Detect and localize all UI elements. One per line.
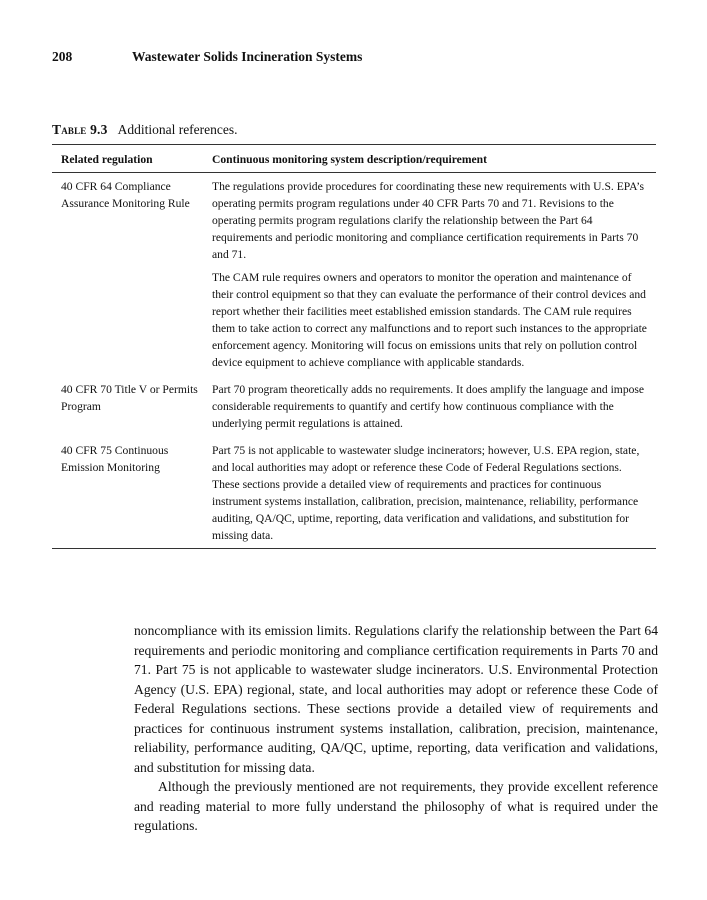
description-paragraph: Part 70 program theoretically adds no requirements. It does amplify the language and impose considerable requirements to quantify and certify how continuous compliance with the underlying permit regulations is attained. [212,383,645,430]
table-row [52,432,656,549]
references-table [52,144,656,549]
table-header-row [52,145,656,173]
description-paragraph: The CAM rule requires owners and operators to monitor the operation and maintenance of their control equipment so that they can evaluate the performance of their control devices and report whether their facilities meet established emission standards. The CAM rule requires them to take action to correct any malfunctions and to report such instances to the appropriate enforcement agency. Monitoring will focus on emissions units that rely on pollution control device equipment to achieve compliance with applicable standards. [212,271,647,369]
table-caption-title: Additional references. [117,122,238,137]
description-cell [203,371,656,432]
column-header-regulation: Related regulation [52,145,203,173]
description-paragraph: The regulations provide procedures for coordinating these new requirements with U.S. EPA’s operating permits program regulations under 40 CFR Parts 70 and 71. Revisions to the operating permits program regulations clarify the relationship between the Part 64 requirements and periodic monitoring and compliance certification requirements in Parts 70 and 71. [212,180,644,261]
table-row [52,173,656,372]
table-caption [52,122,238,138]
column-header-description: Continuous monitoring system description/requirement [203,145,656,173]
body-text [134,621,658,836]
description-cell [203,173,656,372]
description-paragraph: Part 75 is not applicable to wastewater sludge incinerators; however, U.S. EPA region, state, and local authorities may adopt or reference these Code of Federal Regulations sections. These sections provide a detailed view of requirements and practices for continuous instrument systems installation, calibration, precision, maintenance, reliability, performance auditing, QA/QC, uptime, reporting, data verification and validations, and substitution for missing data. [212,444,640,542]
table-caption-label: Table 9.3 [52,122,108,137]
body-paragraph: noncompliance with its emission limits. Regulations clarify the relationship between the Part 64 requirements and periodic monitoring and compliance certification requirements in Parts 70 and 71. Part 75 is not applicable to wastewater sludge incinerators. U.S. Environmental Protection Agency (U.S. EPA) regional, state, and local authorities may adopt or reference these Code of Federal Regulations sections. These sections provide a detailed view of requirements and practices for continuous instrument systems installation, calibration, precision, maintenance, reliability, performance auditing, QA/QC, uptime, reporting, data verification and validations, and substitution for missing data. [134,623,658,775]
regulation-cell: 40 CFR 75 Continuous Emission Monitoring [52,432,203,549]
body-paragraph: Although the previously mentioned are not requirements, they provide excellent reference and reading material to more fully understand the philosophy of what is required under the regulations. [134,779,658,833]
description-cell [203,432,656,549]
regulation-cell: 40 CFR 70 Title V or Permits Program [61,383,198,413]
running-header [52,49,362,65]
page-number: 208 [52,49,73,64]
table-row [52,371,656,432]
running-title: Wastewater Solids Incineration Systems [132,49,363,64]
regulation-cell: 40 CFR 64 Compliance Assurance Monitoring Rule [61,180,190,210]
